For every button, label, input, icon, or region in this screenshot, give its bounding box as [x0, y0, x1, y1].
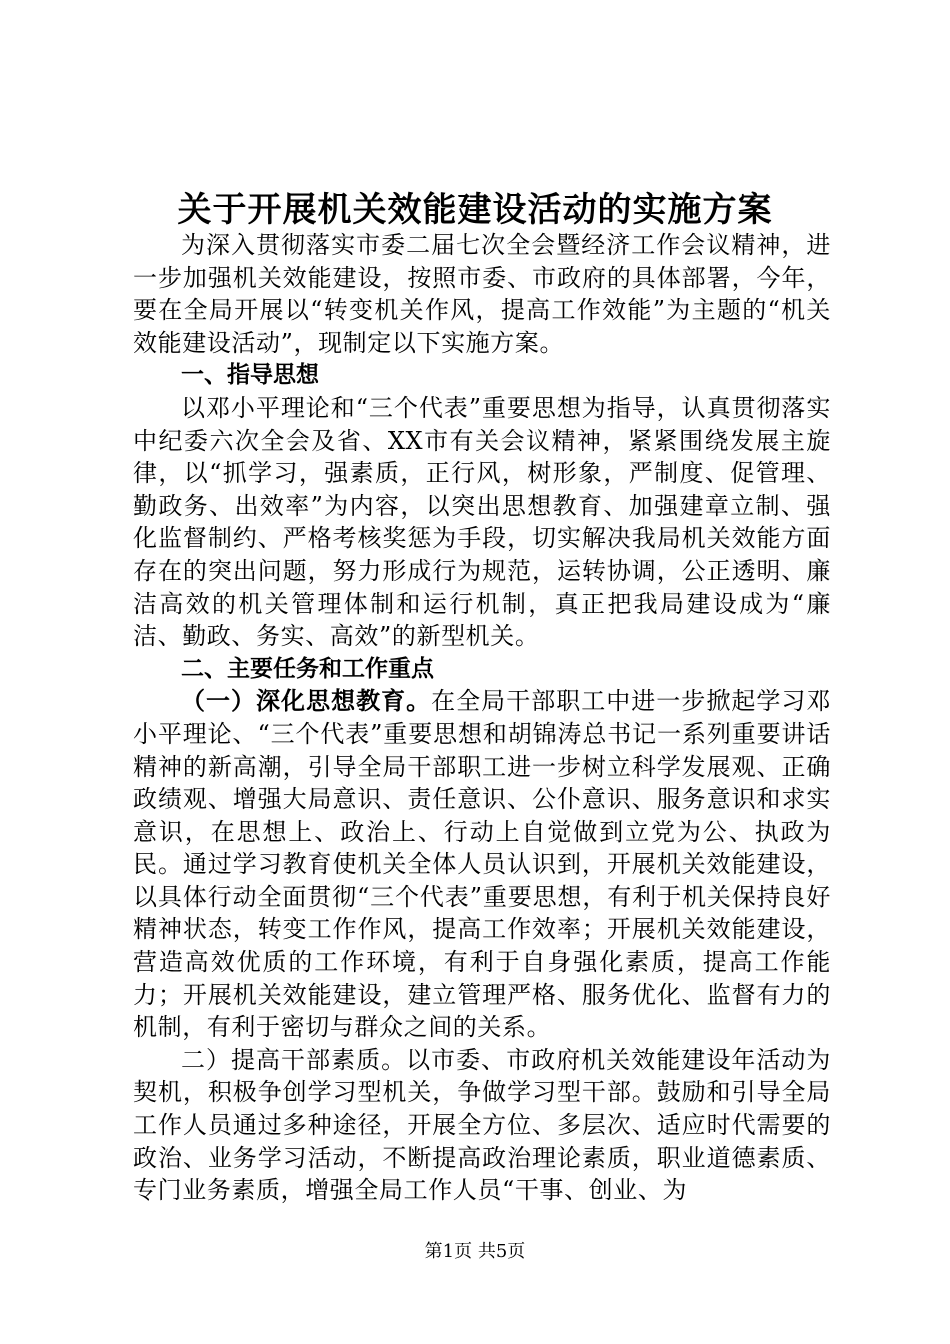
section-heading-main-tasks: 二、主要任务和工作重点	[181, 655, 434, 682]
document-body	[133, 229, 831, 1207]
task-1-body: 在全局干部职工中进一步掀起学习邓小平理论、“三个代表”重要思想和胡锦涛总书记一系列重要讲话精神的新高潮，引导全局干部职工进一步树立科学发展观、正确政绩观、增强大局意识、责任意识、公仆意识、服务意识和求实意识，在思想上、政治上、行动上自觉做到立党为公、执政为民。通过学习教育使机关全体人员认识到，开展机关效能建设，以具体行动全面贯彻“三个代表”重要思想，有利于机关保持良好精神状态，转变工作作风，提高工作效率；开展机关效能建设，营造高效优质的工作环境，有利于自身强化素质，提高工作能力；开展机关效能建设，建立管理严格、服务优化、监督有力的机制，有利于密切与群众之间的关系。	[133, 687, 831, 1042]
section-heading-guiding-ideology: 一、指导思想	[181, 362, 319, 389]
task-2-paragraph: 二）提高干部素质。以市委、市政府机关效能建设年活动为契机，积极争创学习型机关，争做学习型干部。鼓励和引导全局工作人员通过多种途径，开展全方位、多层次、适应时代需要的政治、业务学习活动，不断提高政治理论素质，职业道德素质、专门业务素质，增强全局工作人员“干事、创业、为	[133, 1045, 831, 1205]
guiding-ideology-paragraph: 以邓小平理论和“三个代表”重要思想为指导，认真贯彻落实中纪委六次全会及省、XX市有关会议精神，紧紧围绕发展主旋律，以“抓学习，强素质，正行风，树形象，严制度、促管理、勤政务、出效率”为内容，以突出思想教育、加强建章立制、强化监督制约、严格考核奖惩为手段，切实解决我局机关效能方面存在的突出问题，努力形成行为规范，运转协调，公正透明、廉洁高效的机关管理体制和运行机制，真正把我局建设成为“廉洁、勤政、务实、高效”的新型机关。	[133, 393, 831, 651]
intro-paragraph: 为深入贯彻落实市委二届七次全会暨经济工作会议精神，进一步加强机关效能建设，按照市委、市政府的具体部署，今年，要在全局开展以“转变机关作风，提高工作效能”为主题的“机关效能建设活动”，现制定以下实施方案。	[133, 231, 831, 357]
page-footer: 第1页 共5页	[424, 1241, 526, 1262]
task-1-paragraph	[133, 685, 831, 1044]
task-1-lead: （一）深化思想教育。	[181, 687, 432, 716]
document-title: 关于开展机关效能建设活动的实施方案	[177, 190, 773, 230]
